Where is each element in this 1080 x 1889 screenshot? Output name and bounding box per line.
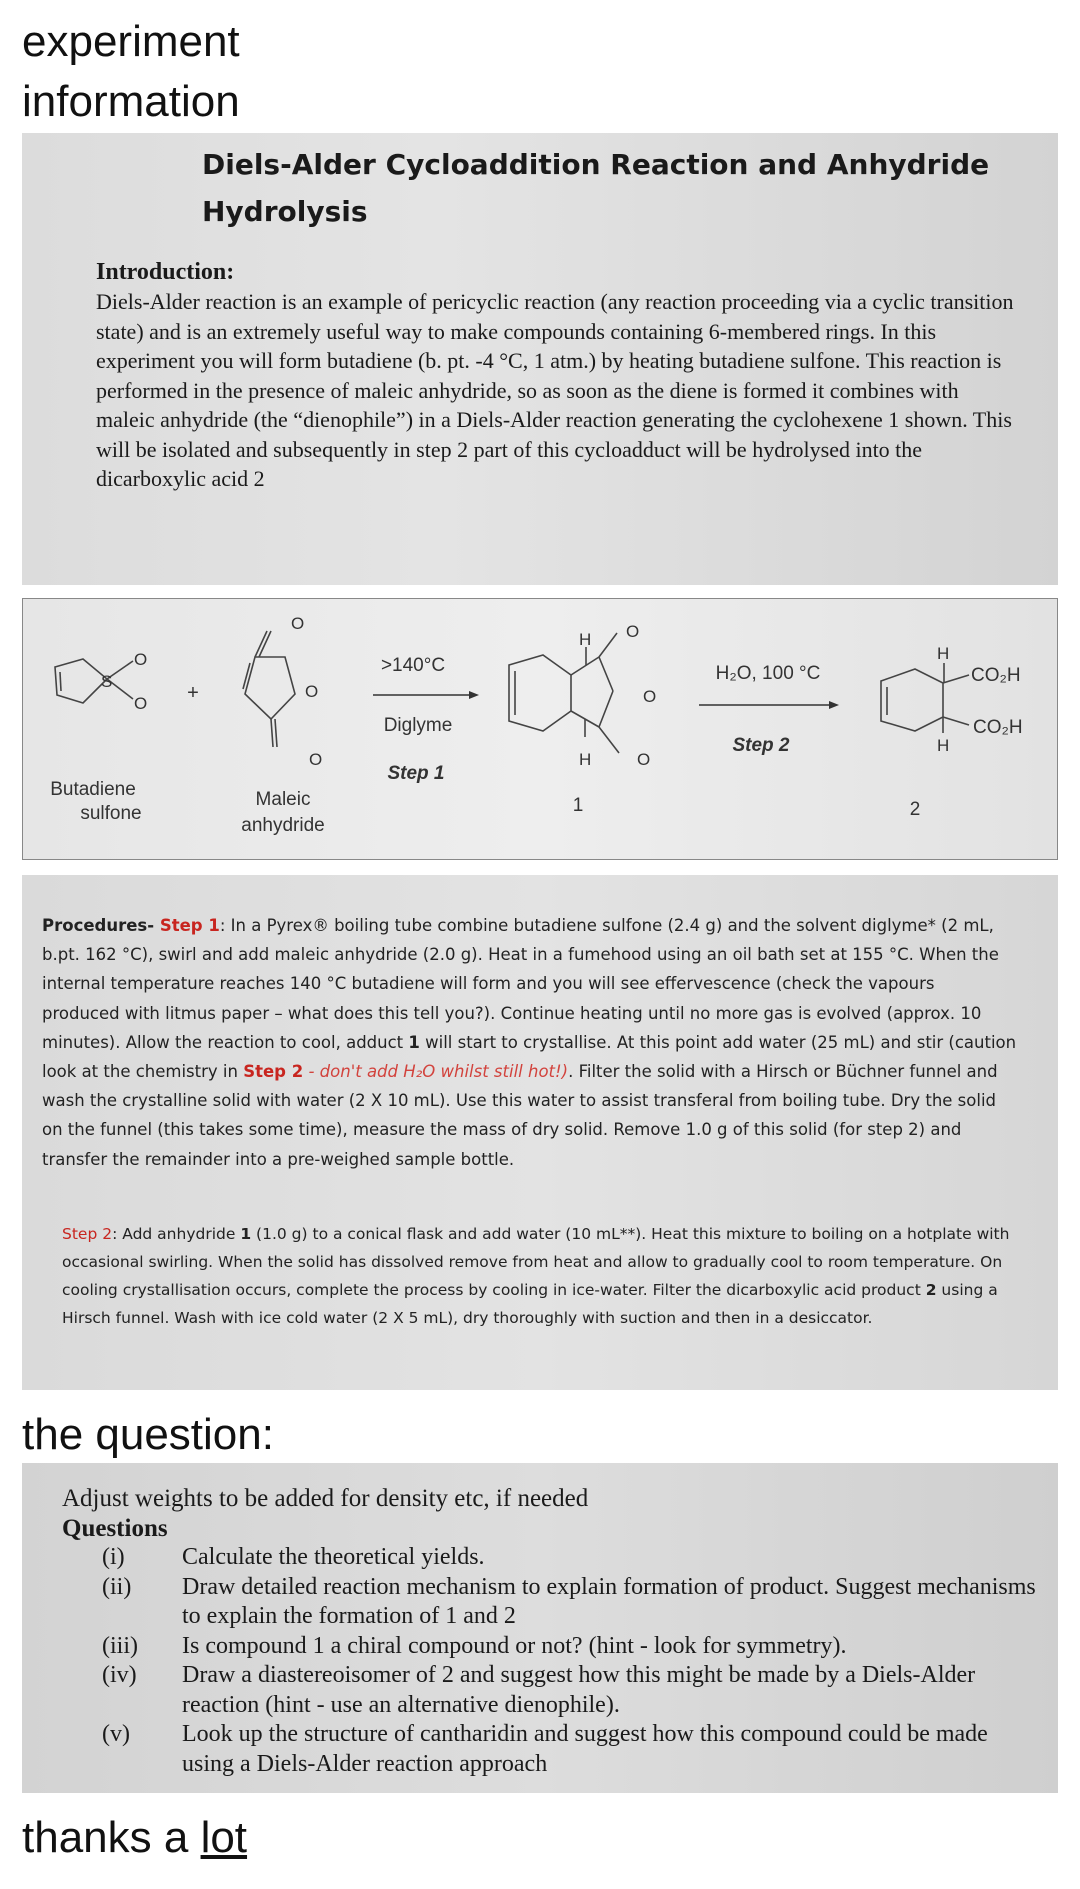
step1-text: : In a Pyrex® boiling tube combine butadiene sulfone (2.4 g) and the solvent diglyme* (2 mL, b.pt. 162 °C), swirl and add maleic anhydride (2.0 g). Heat in a fumehood using an oil bath set at 155 °C. When the internal temperature reaches 140 °C butadiene will form and you will see effervescence (check the vapours produced with litmus paper – what does this tell you?). Continue heating until no more gas is evolved (approx. 10 minutes). Allow the reaction to cool, adduct [42, 916, 999, 1052]
caution-note: - don't add H₂O whilst still hot!) [303, 1062, 569, 1082]
step1-solvent: Diglyme [383, 715, 453, 736]
step2-conditions: H₂O, 100 °C [715, 663, 821, 684]
atom-o: O [309, 750, 323, 769]
atom-h: H [937, 736, 950, 755]
step2-label: Step 2 [732, 735, 790, 756]
atom-o: O [134, 694, 148, 713]
reaction-scheme-panel [22, 598, 1058, 860]
atom-o: O [134, 650, 148, 669]
intro-photo-panel [22, 133, 1058, 585]
adduct-number: 1 [408, 1032, 420, 1052]
step1-label: Step 1 [387, 763, 445, 784]
question-text: Draw detailed reaction mechanism to explain formation of product. Suggest mechanisms to explain the formation of 1 and 2 [182, 1573, 1036, 1629]
maleic-anhydride-label: Maleic [255, 789, 311, 810]
atom-h: H [579, 750, 592, 769]
question-item [102, 1573, 1042, 1632]
questions-note: Adjust weights to be added for density etc, if needed [62, 1485, 589, 1512]
step2-text: : Add anhydride [112, 1225, 241, 1243]
thanks-text: thanks a [22, 1813, 201, 1862]
question-number: (ii) [102, 1573, 132, 1600]
butadiene-sulfone-label: sulfone [80, 803, 142, 824]
atom-o: O [305, 682, 319, 701]
maleic-anhydride-label: anhydride [241, 815, 325, 836]
atom-h: H [937, 644, 950, 663]
atom-o: O [643, 687, 657, 706]
atom-o: O [626, 622, 640, 641]
question-number: (v) [102, 1721, 130, 1747]
atom-o: O [291, 614, 305, 633]
step1-heading: Step 1 [159, 916, 220, 935]
step1-text: . Filter the solid with a Hirsch or Büchner funnel and wash the crystalline solid with water (2 X 10 mL). Use this water to assist transferal from boiling tube. Dry the solid on the funnel (this takes some time), measure the mass of dry solid. Remove 1.0 g of this solid (for step 2) and transfer the remainder into a pre-weighed sample bottle. [42, 1062, 998, 1169]
step2-reference: Step 2 [243, 1062, 304, 1082]
butadiene-sulfone-structure [55, 650, 147, 713]
reaction-scheme [23, 599, 1059, 861]
question-item [102, 1661, 1042, 1720]
experiment-title [202, 141, 1002, 235]
carboxylic-acid-top: CO₂H [971, 665, 1021, 686]
question-text: Draw a diastereoisomer of 2 and suggest how this might be made by a Diels-Alder reaction (hint - use an alternative dienophile). [182, 1662, 976, 1718]
question-item [102, 1720, 1042, 1779]
question-number: (iv) [102, 1662, 137, 1688]
thanks-underlined-word: lot [200, 1813, 248, 1862]
title-line-1: Diels-Alder Cycloaddition Reaction and Anhydride [202, 148, 990, 181]
questions-heading: Questions [62, 1515, 168, 1542]
title-line-2: Hydrolysis [202, 195, 368, 228]
procedure-step-2 [62, 1220, 1012, 1332]
product-2-label: 2 [909, 799, 921, 820]
questions-panel [22, 1463, 1058, 1793]
procedure-step-1 [42, 911, 1017, 1174]
product-2-structure [881, 644, 1023, 755]
heading-experiment: experiment [22, 17, 240, 66]
closing-note [22, 1808, 247, 1868]
procedures-lead: Procedures- [42, 916, 160, 935]
step2-heading: Step 2 [62, 1225, 113, 1243]
atom-h: H [579, 630, 592, 649]
question-item [102, 1632, 1042, 1662]
butadiene-sulfone-label: Butadiene [50, 779, 136, 800]
introduction-heading: Introduction: [96, 259, 235, 285]
plus-sign: + [187, 682, 199, 704]
product-1-structure [509, 622, 656, 769]
heading-question: the question: [22, 1410, 274, 1459]
step1-text: will start to crystallise. At this point add water (25 mL) and stir (caution look at the chemistry in [42, 1032, 1017, 1082]
maleic-anhydride-structure [243, 614, 322, 769]
step1-temperature: >140°C [380, 655, 446, 676]
introduction-text: Diels-Alder reaction is an example of pericyclic reaction (any reaction proceeding via a cyclic transition state) and is an extremely useful way to make compounds containing 6-membered rings. In this experiment you will form butadiene (b. pt. -4 °C, 1 atm.) by heating butadiene sulfone. This reaction is performed in the presence of maleic anhydride, so as soon as the diene is formed it combines with maleic anhydride (the “dienophile”) in a Diels-Alder reaction generating the cyclohexene 1 shown. This will be isolated and subsequently in step 2 part of this cycloadduct will be hydrolysed into the dicarboxylic acid 2 [96, 289, 1014, 491]
question-text: Is compound 1 a chiral compound or not? (hint - look for symmetry). [182, 1632, 847, 1659]
question-text: Look up the structure of cantharidin and suggest how this compound could be made using a Diels-Alder reaction approach [182, 1721, 988, 1777]
step2-text: using a Hirsch funnel. Wash with ice cold water (2 X 5 mL), dry thoroughly with suction and then in a desiccator. [62, 1281, 998, 1327]
atom-s: S [101, 672, 113, 691]
question-text: Calculate the theoretical yields. [182, 1544, 485, 1570]
step2-text: (1.0 g) to a conical flask and add water (10 mL**). Heat this mixture to boiling on a hotplate with occasional swirling. When the solid has dissolved remove from heat and allow to gradually cool to room temperature. On cooling crystallisation occurs, complete the process by cooling in ice-water. Filter the dicarboxylic acid product [62, 1225, 1010, 1299]
question-number: (i) [102, 1544, 125, 1570]
product-1-label: 1 [572, 795, 584, 816]
procedures-panel [22, 875, 1058, 1390]
atom-o: O [637, 750, 651, 769]
question-number: (iii) [102, 1632, 138, 1659]
heading-information: information [22, 77, 240, 126]
question-item [102, 1543, 1042, 1573]
carboxylic-acid-bottom: CO₂H [973, 717, 1023, 738]
product-number: 2 [925, 1281, 937, 1299]
questions-list [102, 1543, 1042, 1779]
anhydride-number: 1 [240, 1225, 252, 1243]
